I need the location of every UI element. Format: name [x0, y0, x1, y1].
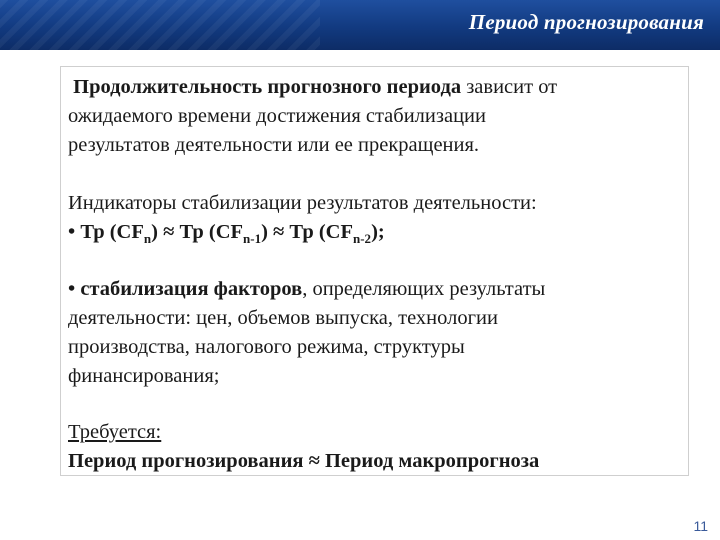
formula-bullet: •	[68, 221, 76, 243]
para1-line1	[68, 73, 557, 102]
slide-title: Период прогнозирования	[468, 10, 704, 34]
conclusion-text: Период прогнозирования ≈ Период макропрогноза	[68, 450, 540, 472]
formula-part4: );	[371, 221, 385, 243]
factors-line1	[68, 275, 545, 304]
para1-line1-rest: зависит от	[461, 76, 558, 98]
formula-sub1: n	[143, 231, 152, 246]
para1-bold: Продолжительность прогнозного периода	[73, 76, 462, 98]
indicators-heading: Индикаторы стабилизации результатов деятельности:	[68, 192, 537, 214]
factors-line3: производства, налогового режима, структуры	[68, 336, 465, 358]
factors-bold: стабилизация факторов	[75, 278, 303, 300]
factors-line1-rest: , определяющих результаты	[302, 278, 546, 300]
formula-part1: Тр (CF	[75, 221, 144, 243]
formula-part3: ) ≈ Тр (CF	[261, 221, 353, 243]
formula-part2: ) ≈ Тр (CF	[151, 221, 244, 243]
factors-bullet: •	[68, 278, 76, 300]
required-label: Требуется:	[68, 421, 162, 443]
para1-line2: ожидаемого времени достижения стабилизации	[68, 105, 486, 127]
required-conclusion	[68, 447, 539, 476]
factors-line4: финансирования;	[68, 365, 220, 387]
slide-header	[0, 0, 720, 50]
formula-sub2: n-1	[243, 231, 262, 246]
para1-line3: результатов деятельности или ее прекращения.	[68, 134, 480, 156]
page-number: 11	[693, 518, 708, 534]
indicators-formula	[68, 218, 385, 247]
factors-line2: деятельности: цен, объемов выпуска, технологии	[68, 307, 498, 329]
formula-sub3: n-2	[353, 231, 372, 246]
